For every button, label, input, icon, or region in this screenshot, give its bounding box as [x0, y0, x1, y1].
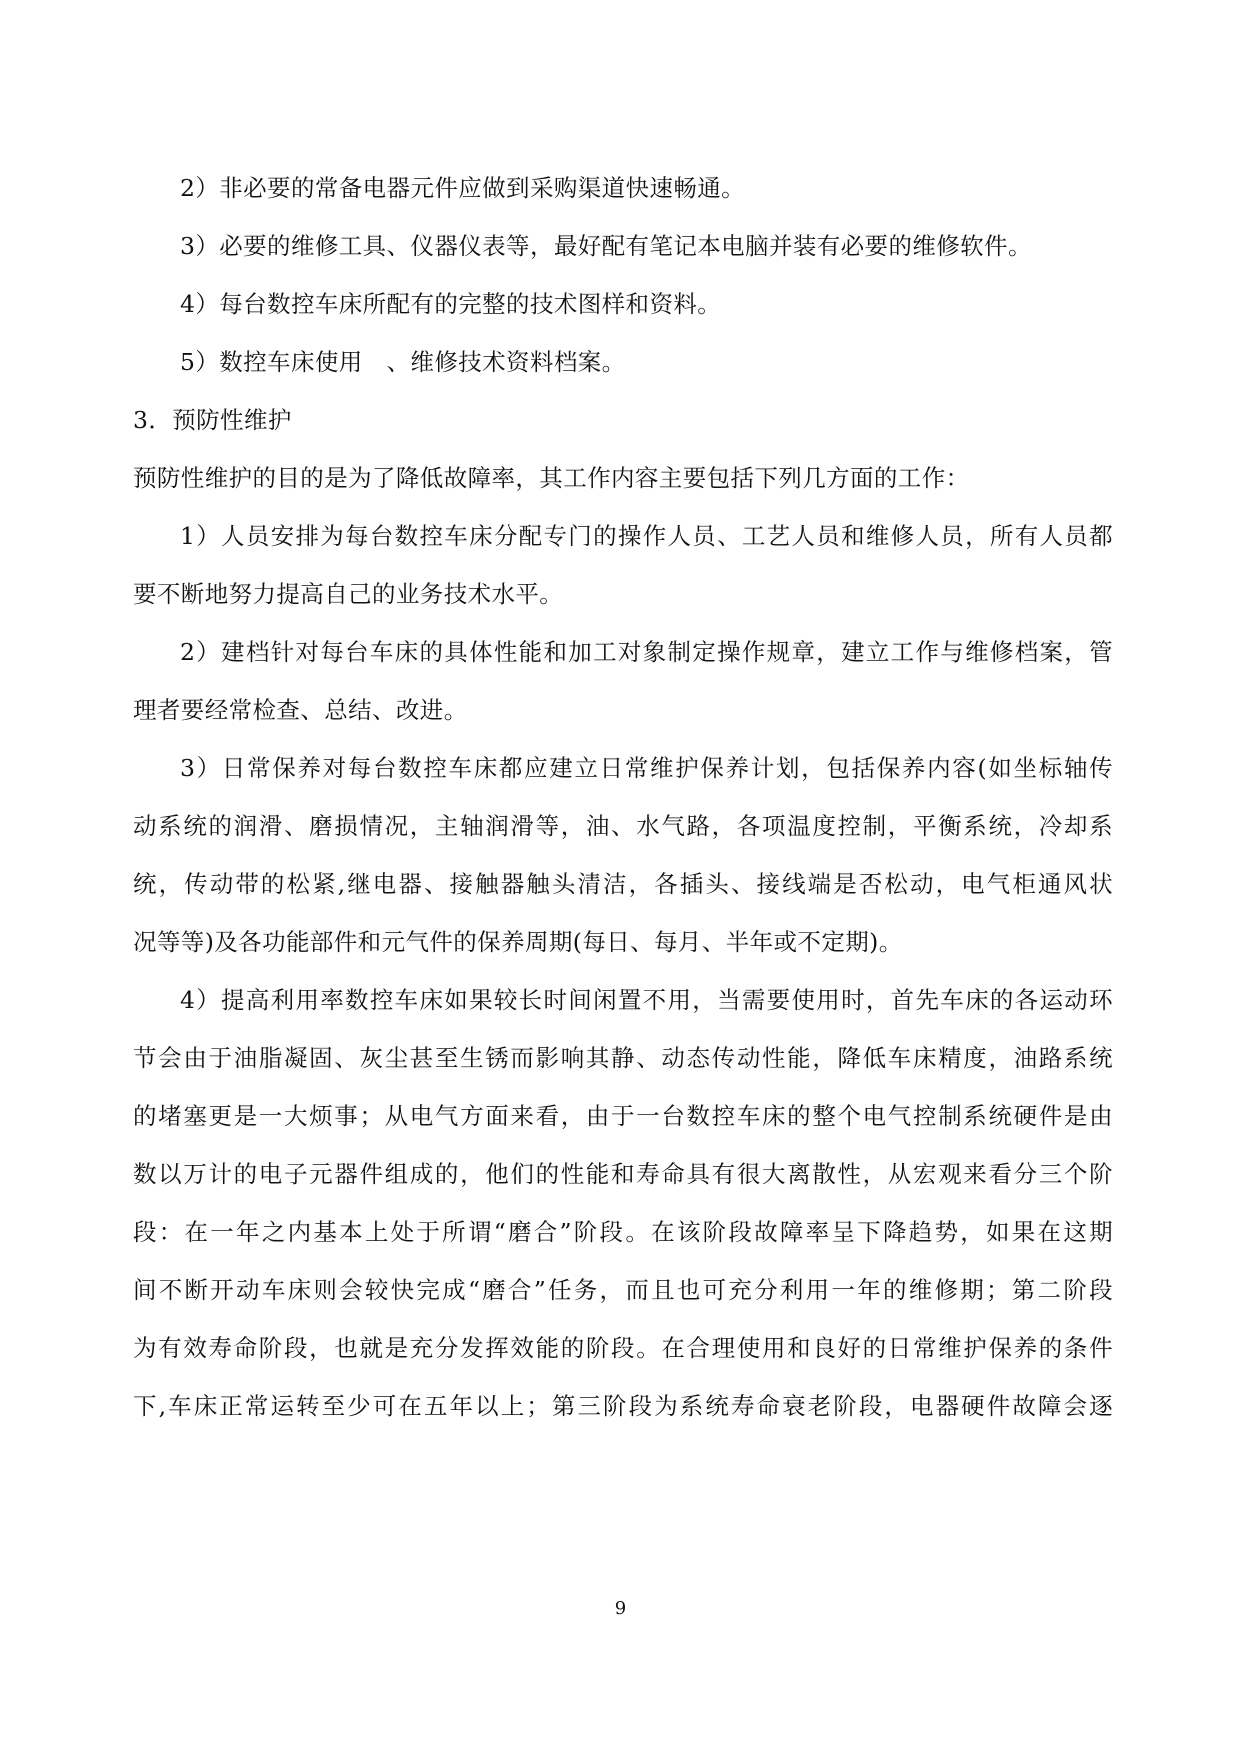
- paragraph-4-line-3: 的堵塞更是一大烦事；从电气方面来看，由于一台数控车床的整个电气控制系统硬件是由: [133, 1102, 1113, 1130]
- paragraph-3-line-3: 统，传动带的松紧,继电器、接触器触头清洁，各插头、接线端是否松动，电气柜通风状: [133, 870, 1113, 898]
- list-item-3: 3）必要的维修工具、仪器仪表等，最好配有笔记本电脑并装有必要的维修软件。: [180, 232, 1032, 260]
- paragraph-3-line-1: 3）日常保养对每台数控车床都应建立日常维护保养计划，包括保养内容(如坐标轴传: [180, 754, 1113, 782]
- page-number: 9: [614, 1598, 627, 1619]
- paragraph-3-line-4: 况等等)及各功能部件和元气件的保养周期(每日、每月、半年或不定期)。: [133, 928, 903, 956]
- paragraph-4-line-5: 段：在一年之内基本上处于所谓“磨合”阶段。在该阶段故障率呈下降趋势，如果在这期: [133, 1218, 1113, 1246]
- list-item-4: 4）每台数控车床所配有的完整的技术图样和资料。: [180, 290, 722, 318]
- list-item-5: 5）数控车床使用 、维修技术资料档案。: [180, 348, 626, 376]
- paragraph-4-line-7: 为有效寿命阶段，也就是充分发挥效能的阶段。在合理使用和良好的日常维护保养的条件: [133, 1334, 1113, 1362]
- paragraph-3-line-2: 动系统的润滑、磨损情况，主轴润滑等，油、水气路，各项温度控制，平衡系统，冷却系: [133, 812, 1113, 840]
- paragraph-1-line-1: 1）人员安排为每台数控车床分配专门的操作人员、工艺人员和维修人员，所有人员都: [180, 522, 1113, 550]
- paragraph-4-line-8: 下,车床正常运转至少可在五年以上；第三阶段为系统寿命衰老阶段，电器硬件故障会逐: [133, 1392, 1113, 1420]
- paragraph-4-line-4: 数以万计的电子元器件组成的，他们的性能和寿命具有很大离散性，从宏观来看分三个阶: [133, 1160, 1113, 1188]
- paragraph-4-line-1: 4）提高利用率数控车床如果较长时间闲置不用，当需要使用时，首先车床的各运动环: [180, 986, 1113, 1014]
- list-item-2: 2）非必要的常备电器元件应做到采购渠道快速畅通。: [180, 174, 746, 202]
- paragraph-1-line-2: 要不断地努力提高自己的业务技术水平。: [133, 580, 564, 608]
- paragraph-4-line-2: 节会由于油脂凝固、灰尘甚至生锈而影响其静、动态传动性能，降低车床精度，油路系统: [133, 1044, 1113, 1072]
- paragraph-2-line-1: 2）建档针对每台车床的具体性能和加工对象制定操作规章，建立工作与维修档案，管: [180, 638, 1113, 666]
- paragraph-2-line-2: 理者要经常检查、总结、改进。: [133, 696, 468, 724]
- section-intro: 预防性维护的目的是为了降低故障率，其工作内容主要包括下列几方面的工作：: [133, 464, 970, 492]
- paragraph-4-line-6: 间不断开动车床则会较快完成“磨合”任务，而且也可充分利用一年的维修期；第二阶段: [133, 1276, 1113, 1304]
- section-heading: 3．预防性维护: [133, 406, 292, 434]
